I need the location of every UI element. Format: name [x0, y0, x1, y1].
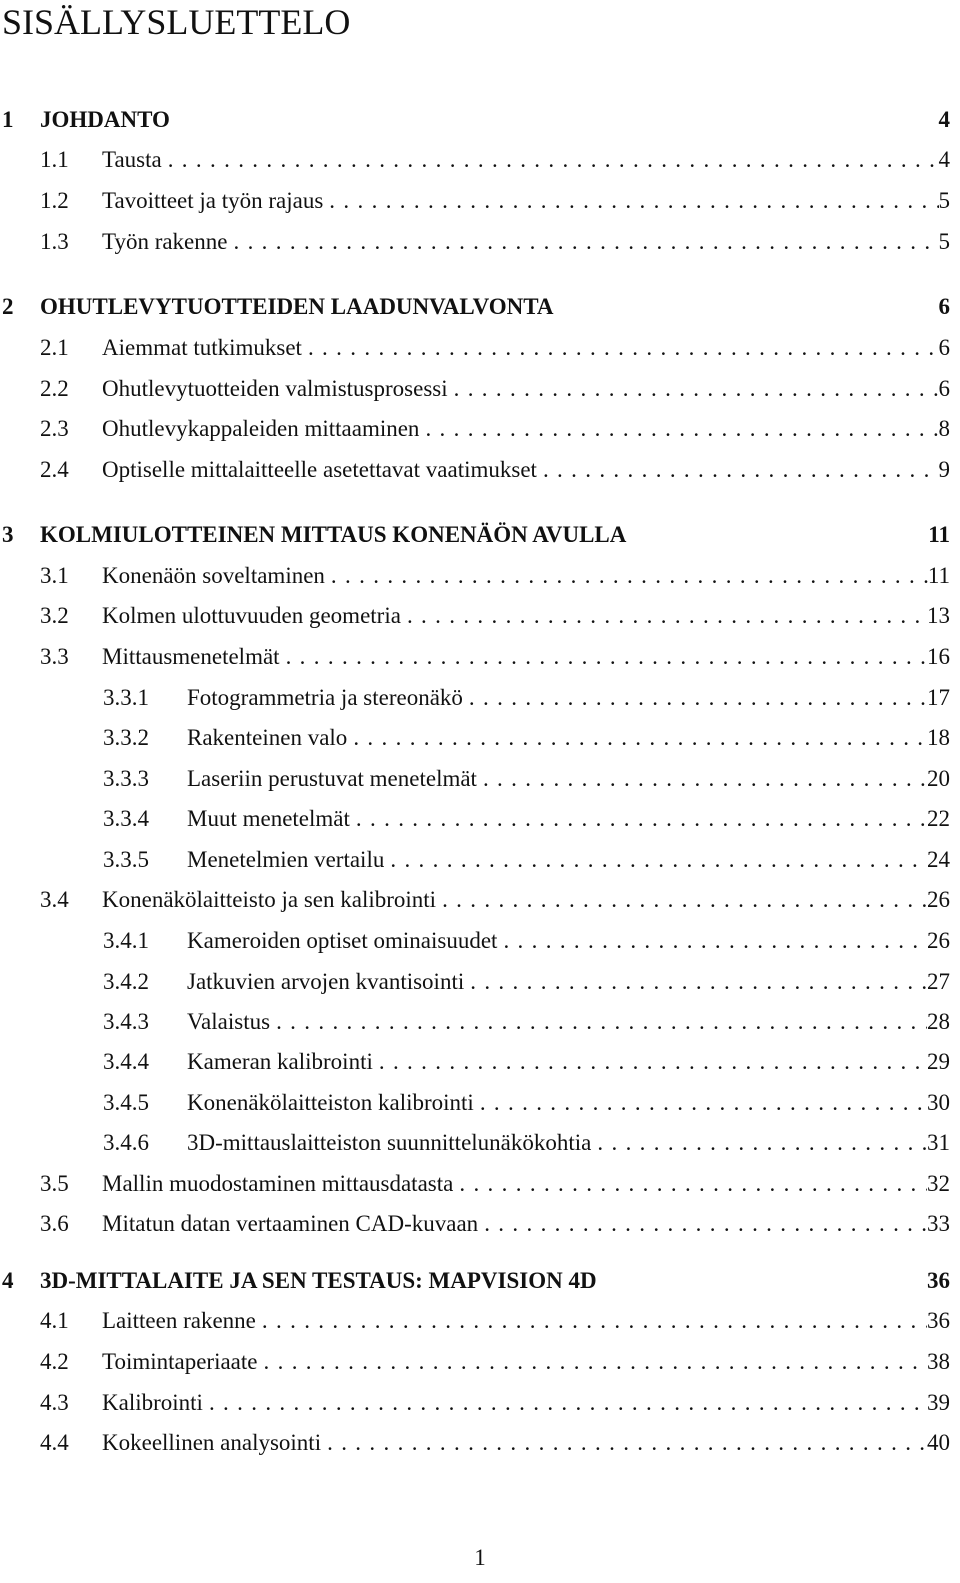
toc-subsection-entry[interactable] — [0, 926, 950, 956]
entry-page-number: 28 — [927, 1009, 950, 1034]
dot-leader — [436, 885, 927, 915]
dot-leader — [227, 227, 938, 257]
entry-page-number: 31 — [927, 1130, 950, 1155]
entry-number: 4.1 — [40, 1308, 69, 1333]
entry-page-number: 11 — [927, 563, 950, 588]
entry-title: Konenäkölaitteiston kalibrointi — [187, 1090, 474, 1115]
entry-number: 1 — [2, 107, 14, 132]
toc-section-entry[interactable] — [0, 642, 950, 672]
entry-page-number: 36 — [927, 1268, 950, 1293]
toc-chapter-entry[interactable] — [0, 292, 950, 322]
page-title: SISÄLLYSLUETTELO — [2, 2, 351, 42]
entry-title: Mallin muodostaminen mittausdatasta — [102, 1171, 454, 1196]
dot-leader — [256, 1306, 927, 1336]
toc-chapter-entry[interactable] — [0, 1266, 950, 1296]
entry-page-number: 29 — [927, 1049, 950, 1074]
dot-leader — [401, 601, 927, 631]
entry-title: Aiemmat tutkimukset — [102, 335, 302, 360]
entry-title: Kokeellinen analysointi — [102, 1430, 322, 1455]
toc-subsection-entry[interactable] — [0, 723, 950, 753]
dot-leader — [323, 186, 938, 216]
entry-number: 3.4.6 — [103, 1130, 149, 1155]
entry-number: 4 — [2, 1268, 14, 1293]
dot-leader — [373, 1047, 927, 1077]
toc-section-entry[interactable] — [0, 333, 950, 363]
entry-number: 3.4.2 — [103, 969, 149, 994]
toc-section-entry[interactable] — [0, 374, 950, 404]
entry-page-number: 16 — [927, 644, 950, 669]
toc-chapter-entry[interactable] — [0, 105, 950, 135]
entry-page-number: 8 — [938, 416, 950, 441]
entry-page-number: 6 — [938, 376, 950, 401]
entry-title: Kolmen ulottuvuuden geometria — [102, 603, 401, 628]
toc-section-entry[interactable] — [0, 885, 950, 915]
entry-title: Optiselle mittalaitteelle asetettavat vaatimukset — [102, 457, 537, 482]
entry-number: 4.2 — [40, 1349, 69, 1374]
toc-section-entry[interactable] — [0, 145, 950, 175]
entry-page-number: 27 — [927, 969, 950, 994]
entry-number: 4.3 — [40, 1390, 69, 1415]
dot-leader — [591, 1128, 927, 1158]
entry-page-number: 5 — [938, 229, 950, 254]
entry-page-number: 33 — [927, 1211, 950, 1236]
entry-page-number: 26 — [927, 887, 950, 912]
page-number: 1 — [474, 1545, 486, 1570]
dot-leader — [419, 414, 938, 444]
dot-leader — [258, 1347, 928, 1377]
entry-title: Kalibrointi — [102, 1390, 203, 1415]
entry-title: Ohutlevykappaleiden mittaaminen — [102, 416, 420, 441]
dot-leader — [478, 1209, 927, 1239]
entry-title: Konenäkölaitteisto ja sen kalibrointi — [102, 887, 437, 912]
entry-number: 3.6 — [40, 1211, 69, 1236]
entry-title: Kameroiden optiset ominaisuudet — [187, 928, 498, 953]
dot-leader — [347, 723, 927, 753]
entry-number: 2.1 — [40, 335, 69, 360]
entry-page-number: 11 — [928, 522, 950, 547]
dot-leader — [302, 333, 939, 363]
entry-number: 3.3 — [40, 644, 69, 669]
dot-leader — [270, 1007, 927, 1037]
entry-title: Tausta — [102, 147, 162, 172]
entry-number: 3.3.4 — [103, 806, 149, 831]
dot-leader — [497, 926, 927, 956]
toc-section-entry[interactable] — [0, 561, 950, 591]
entry-title: Toimintaperiaate — [102, 1349, 258, 1374]
dot-leader — [280, 642, 927, 672]
dot-leader — [464, 967, 927, 997]
toc-section-entry[interactable] — [0, 1209, 950, 1239]
entry-page-number: 9 — [938, 457, 950, 482]
toc-section-entry[interactable] — [0, 601, 950, 631]
toc-subsection-entry[interactable] — [0, 1007, 950, 1037]
entry-title: KOLMIULOTTEINEN MITTAUS KONENÄÖN AVULLA — [40, 522, 627, 547]
entry-title: Laseriin perustuvat menetelmät — [187, 766, 477, 791]
entry-page-number: 24 — [927, 847, 950, 872]
entry-number: 4.4 — [40, 1430, 69, 1455]
entry-number: 3 — [2, 522, 14, 547]
entry-page-number: 4 — [938, 147, 950, 172]
entry-page-number: 39 — [927, 1390, 950, 1415]
entry-title: Jatkuvien arvojen kvantisointi — [187, 969, 465, 994]
entry-page-number: 30 — [927, 1090, 950, 1115]
entry-number: 3.1 — [40, 563, 69, 588]
entry-number: 3.5 — [40, 1171, 69, 1196]
dot-leader — [321, 1428, 927, 1458]
entry-page-number: 36 — [927, 1308, 950, 1333]
toc-section-entry[interactable] — [0, 186, 950, 216]
entry-title: Valaistus — [187, 1009, 271, 1034]
entry-number: 2 — [2, 294, 14, 319]
entry-page-number: 17 — [927, 685, 950, 710]
entry-number: 3.3.3 — [103, 766, 149, 791]
toc-section-entry[interactable] — [0, 455, 950, 485]
toc-subsection-entry[interactable] — [0, 683, 950, 713]
entry-page-number: 38 — [927, 1349, 950, 1374]
toc-section-entry[interactable] — [0, 227, 950, 257]
entry-number: 3.4.3 — [103, 1009, 149, 1034]
dot-leader — [448, 374, 939, 404]
toc-subsection-entry[interactable] — [0, 845, 950, 875]
dot-leader — [537, 455, 939, 485]
entry-number: 3.3.1 — [103, 685, 149, 710]
dot-leader — [384, 845, 927, 875]
entry-page-number: 22 — [927, 806, 950, 831]
entry-page-number: 32 — [927, 1171, 950, 1196]
entry-title: Muut menetelmät — [187, 806, 350, 831]
toc-subsection-entry[interactable] — [0, 1128, 950, 1158]
entry-number: 3.4 — [40, 887, 69, 912]
entry-number: 1.3 — [40, 229, 69, 254]
entry-number: 3.3.2 — [103, 725, 149, 750]
entry-page-number: 40 — [927, 1430, 950, 1455]
entry-page-number: 4 — [938, 107, 950, 132]
dot-leader — [474, 1088, 927, 1118]
dot-leader — [325, 561, 928, 591]
entry-title: Laitteen rakenne — [102, 1308, 256, 1333]
entry-title: Konenäön soveltaminen — [102, 563, 325, 588]
entry-title: Ohutlevytuotteiden valmistusprosessi — [102, 376, 448, 401]
toc-subsection-entry[interactable] — [0, 804, 950, 834]
entry-number: 2.3 — [40, 416, 69, 441]
entry-number: 3.4.4 — [103, 1049, 149, 1074]
toc-section-entry[interactable] — [0, 1347, 950, 1377]
entry-page-number: 13 — [927, 603, 950, 628]
toc-chapter-entry[interactable] — [0, 520, 950, 550]
entry-title: Mitatun datan vertaaminen CAD-kuvaan — [102, 1211, 479, 1236]
entry-page-number: 6 — [938, 294, 950, 319]
entry-page-number: 20 — [927, 766, 950, 791]
toc-section-entry[interactable] — [0, 1169, 950, 1199]
toc-section-entry[interactable] — [0, 1428, 950, 1458]
entry-number: 3.4.5 — [103, 1090, 149, 1115]
dot-leader — [477, 764, 927, 794]
dot-leader — [162, 145, 939, 175]
entry-title: Työn rakenne — [102, 229, 228, 254]
entry-page-number: 6 — [938, 335, 950, 360]
toc-subsection-entry[interactable] — [0, 1047, 950, 1077]
entry-title: 3D-MITTALAITE JA SEN TESTAUS: MAPVISION 4D — [40, 1268, 597, 1293]
entry-number: 2.4 — [40, 457, 69, 482]
entry-title: Mittausmenetelmät — [102, 644, 280, 669]
toc-section-entry[interactable] — [0, 1388, 950, 1418]
entry-title: JOHDANTO — [40, 107, 170, 132]
entry-page-number: 18 — [927, 725, 950, 750]
entry-number: 1.1 — [40, 147, 69, 172]
toc-subsection-entry[interactable] — [0, 764, 950, 794]
entry-number: 1.2 — [40, 188, 69, 213]
entry-page-number: 26 — [927, 928, 950, 953]
entry-title: OHUTLEVYTUOTTEIDEN LAADUNVALVONTA — [40, 294, 554, 319]
entry-title: Tavoitteet ja työn rajaus — [102, 188, 324, 213]
entry-title: Rakenteinen valo — [187, 725, 348, 750]
entry-title: Menetelmien vertailu — [187, 847, 385, 872]
toc-subsection-entry[interactable] — [0, 967, 950, 997]
entry-title: Kameran kalibrointi — [187, 1049, 373, 1074]
entry-number: 3.3.5 — [103, 847, 149, 872]
toc-subsection-entry[interactable] — [0, 1088, 950, 1118]
entry-title: Fotogrammetria ja stereonäkö — [187, 685, 463, 710]
dot-leader — [350, 804, 927, 834]
entry-number: 3.2 — [40, 603, 69, 628]
entry-number: 3.4.1 — [103, 928, 149, 953]
dot-leader — [463, 683, 927, 713]
entry-number: 2.2 — [40, 376, 69, 401]
toc-section-entry[interactable] — [0, 414, 950, 444]
entry-title: 3D-mittauslaitteiston suunnittelunäkökohtia — [187, 1130, 592, 1155]
entry-page-number: 5 — [938, 188, 950, 213]
dot-leader — [453, 1169, 927, 1199]
toc-section-entry[interactable] — [0, 1306, 950, 1336]
dot-leader — [203, 1388, 927, 1418]
